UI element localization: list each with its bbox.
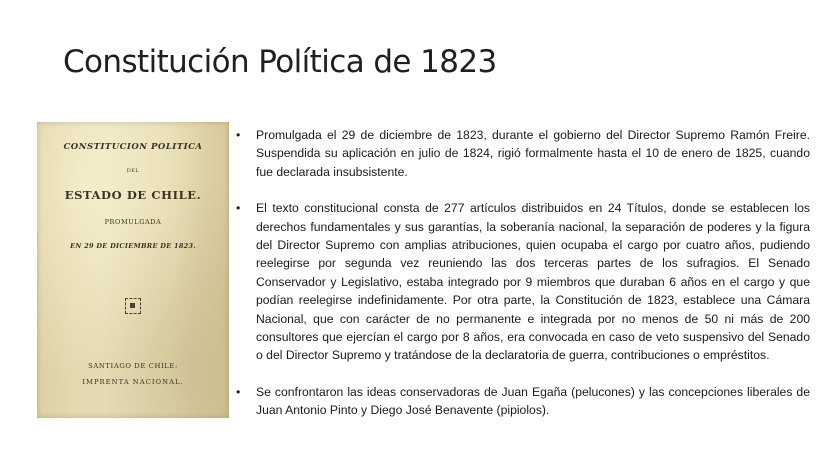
cover-title-line: CONSTITUCION POLITICA bbox=[63, 142, 203, 152]
cover-date-line: EN 29 DE DICIEMBRE DE 1823. bbox=[70, 242, 196, 250]
bullet-item-ideas bbox=[236, 383, 810, 420]
bullet-text: Promulgada el 29 de diciembre de 1823, durante el gobierno del Director Supremo Ramón Freire. Suspendida su aplicación en julio de 1824, rigió formalmente hasta el 10 de enero de 1825, cuando fue declarada insubsistente. bbox=[256, 128, 810, 179]
bullet-list bbox=[236, 126, 810, 438]
constitution-cover-image bbox=[37, 122, 229, 418]
cover-del-line: DEL bbox=[126, 168, 140, 174]
cover-state-line: ESTADO DE CHILE. bbox=[64, 188, 202, 202]
cover-city-line: SANTIAGO DE CHILE: bbox=[88, 362, 178, 370]
bullet-item-promulgation bbox=[236, 126, 810, 181]
bullet-item-content bbox=[236, 199, 810, 365]
bullet-text: El texto constitucional consta de 277 artículos distribuidos en 24 Títulos, donde se establecen los derechos fundamentales y sus garantías, la soberanía nacional, la separación de poderes y la figura del Director Supremo con amplias atribuciones, quien ocupaba el cargo por cuatro años, pudiendo reelegirse por segunda vez reuniendo las dos terceras partes de los sufragios. El Senado Conservador y Legislativo, estaba integrado por 9 miembros que duraban 6 años en el cargo y que podían reelegirse indefinidamente. Por otra parte, la Constitución de 1823, establece una Cámara Nacional, que con carácter de no permanente e integrada por no menos de 50 ni más de 200 consultores que ejercían el cargo por 8 años, era convocada en caso de veto suspensivo del Senado o del Director Supremo y tratándose de la declaratoria de guerra, contribuciones o empréstitos. bbox=[256, 201, 810, 363]
cover-promulgada-line: PROMULGADA bbox=[104, 218, 162, 226]
bullet-icon: • bbox=[236, 201, 241, 216]
slide-title: Constitución Política de 1823 bbox=[63, 44, 497, 80]
bullet-icon: • bbox=[236, 384, 241, 399]
bullet-icon: • bbox=[236, 128, 241, 142]
bullet-text: Se confrontaron las ideas conservadoras de Juan Egaña (pelucones) y las concepciones liberales de Juan Antonio Pinto y Diego José Benavente (pipiolos). bbox=[256, 384, 810, 418]
cover-ornament-icon bbox=[125, 298, 141, 314]
cover-printer-line: IMPRENTA NACIONAL. bbox=[82, 378, 184, 386]
